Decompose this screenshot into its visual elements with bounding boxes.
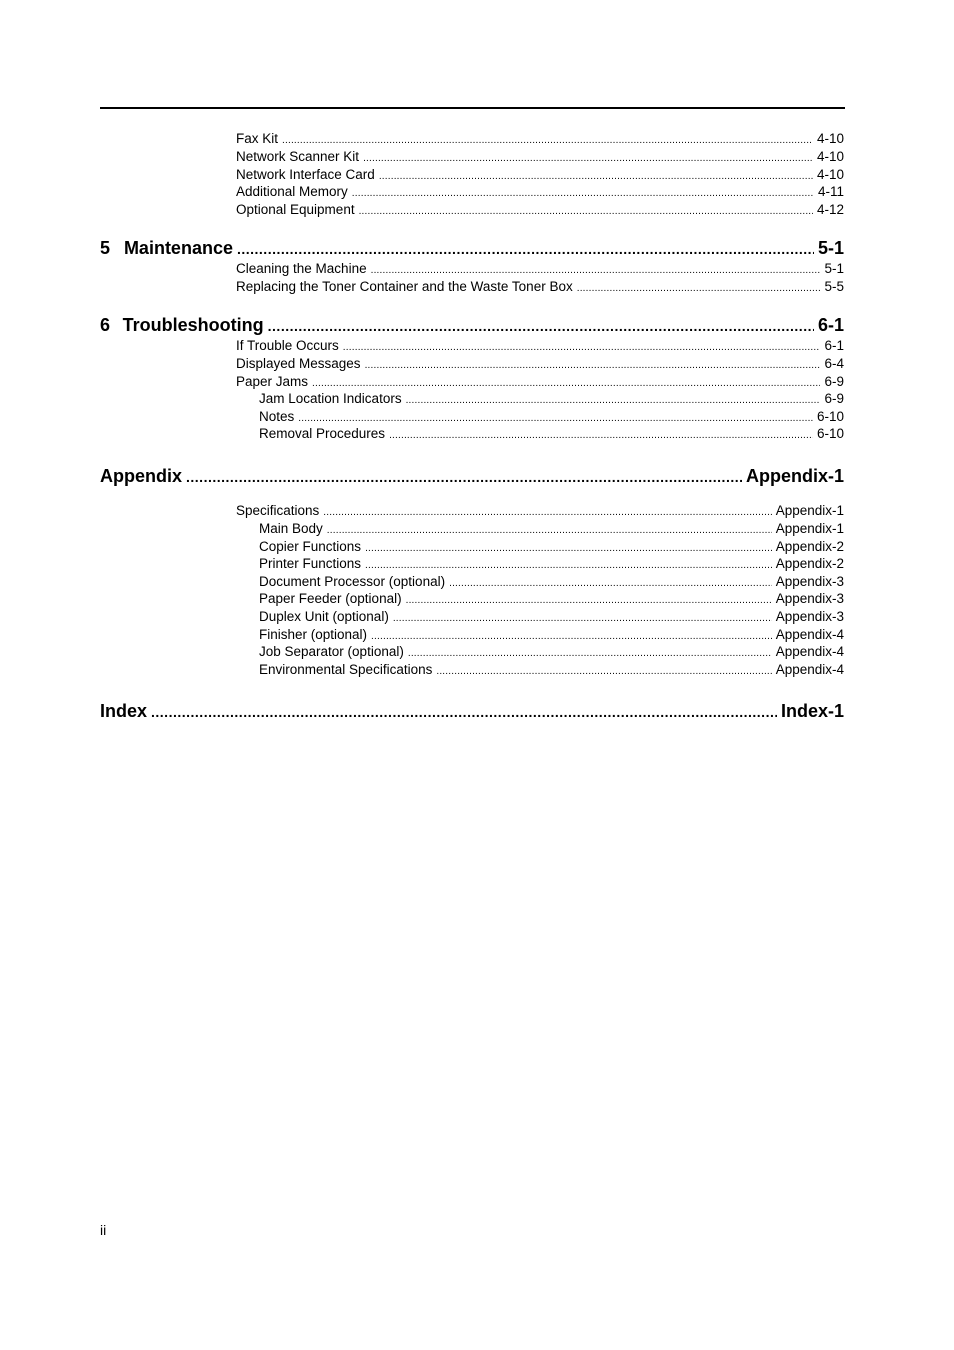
toc-leader-dots xyxy=(298,413,813,424)
toc-entry-title: Notes xyxy=(259,409,295,424)
toc-leader-dots xyxy=(449,578,772,589)
toc-leader-dots xyxy=(577,283,821,294)
toc-entry[interactable] xyxy=(236,167,844,184)
toc-entry-page: Appendix-3 xyxy=(775,609,844,624)
toc-leader-dots xyxy=(379,171,813,182)
toc-subentry[interactable] xyxy=(259,539,844,556)
toc-entry-page: 4-10 xyxy=(816,131,844,146)
toc-leader-dots xyxy=(408,648,772,659)
toc-entry[interactable] xyxy=(236,149,844,166)
toc-entry-page: 5-1 xyxy=(824,261,844,276)
toc-subentry[interactable] xyxy=(259,662,844,679)
toc-leader-dots xyxy=(363,153,813,164)
toc-entry-page: 6-4 xyxy=(824,356,844,371)
toc-entry-title: Environmental Specifications xyxy=(259,662,433,677)
chapter-title: Maintenance xyxy=(123,238,233,258)
toc-leader-dots xyxy=(186,469,742,485)
toc-leader-dots xyxy=(282,135,813,146)
toc-entry-page: 6-1 xyxy=(824,338,844,353)
chapter-page: Index-1 xyxy=(780,701,844,721)
toc-entry-page: Appendix-2 xyxy=(775,556,844,571)
toc-leader-dots xyxy=(352,188,814,199)
toc-chapter-6[interactable] xyxy=(100,315,844,339)
toc-entry-page: Appendix-4 xyxy=(775,627,844,642)
toc-leader-dots xyxy=(359,206,813,217)
toc-entry-page: 4-10 xyxy=(816,167,844,182)
toc-leader-dots xyxy=(393,613,772,624)
toc-entry-page: Appendix-2 xyxy=(775,539,844,554)
toc-entry-page: 4-11 xyxy=(817,184,844,199)
toc-entry-title: Optional Equipment xyxy=(236,202,355,217)
toc-entry[interactable] xyxy=(236,184,844,201)
toc-entry-title: Fax Kit xyxy=(236,131,279,146)
toc-subentry[interactable] xyxy=(259,591,844,608)
chapter-number: 5 xyxy=(100,238,111,258)
toc-entry-title: Paper Feeder (optional) xyxy=(259,591,402,606)
toc-leader-dots xyxy=(151,704,777,720)
toc-entry-title: Copier Functions xyxy=(259,539,362,554)
toc-subentry[interactable] xyxy=(259,556,844,573)
toc-entry[interactable] xyxy=(236,279,844,296)
chapter-number: 6 xyxy=(100,315,111,335)
toc-entry-title: Cleaning the Machine xyxy=(236,261,367,276)
toc-leader-dots xyxy=(371,265,821,276)
toc-entry-title: Jam Location Indicators xyxy=(259,391,402,406)
toc-subentry[interactable] xyxy=(259,409,844,426)
toc-entry[interactable] xyxy=(236,131,844,148)
toc-entry-title: Specifications xyxy=(236,503,320,518)
toc-entry-title: Finisher (optional) xyxy=(259,627,368,642)
toc-leader-dots xyxy=(327,525,772,536)
chapter-page: Appendix-1 xyxy=(745,466,844,486)
toc-entry-page: 4-10 xyxy=(816,149,844,164)
toc-entry-page: Appendix-3 xyxy=(775,591,844,606)
chapter-title: Appendix xyxy=(100,466,183,486)
toc-leader-dots xyxy=(343,342,821,353)
toc-entry-title: Network Scanner Kit xyxy=(236,149,360,164)
toc-leader-dots xyxy=(365,360,821,371)
toc-subentry[interactable] xyxy=(259,644,844,661)
toc-leader-dots xyxy=(365,543,772,554)
toc-entry-title: Removal Procedures xyxy=(259,426,386,441)
toc-entry-page: 6-10 xyxy=(816,409,844,424)
toc-appendix[interactable] xyxy=(100,466,844,490)
toc-leader-dots xyxy=(312,378,820,389)
toc-entry-title: Displayed Messages xyxy=(236,356,361,371)
toc-entry-title: Network Interface Card xyxy=(236,167,375,182)
toc-leader-dots xyxy=(323,507,771,518)
toc-leader-dots xyxy=(371,631,772,642)
toc-entry-page: 4-12 xyxy=(816,202,844,217)
toc-entry[interactable] xyxy=(236,338,844,355)
toc-leader-dots xyxy=(237,241,814,257)
toc-entry-page: Appendix-1 xyxy=(775,521,844,536)
toc-entry-title: Job Separator (optional) xyxy=(259,644,404,659)
toc-leader-dots xyxy=(406,395,821,406)
toc-entry-page: Appendix-1 xyxy=(775,503,844,518)
toc-subentry[interactable] xyxy=(259,574,844,591)
toc-entry-page: 5-5 xyxy=(824,279,844,294)
toc-entry-title: If Trouble Occurs xyxy=(236,338,339,353)
toc-leader-dots xyxy=(365,560,772,571)
toc-entry-title: Additional Memory xyxy=(236,184,348,199)
toc-entry-page: Appendix-4 xyxy=(775,662,844,677)
toc-entry-title: Replacing the Toner Container and the Waste Toner Box xyxy=(236,279,573,294)
toc-subentry[interactable] xyxy=(259,426,844,443)
toc-leader-dots xyxy=(268,318,814,334)
toc-entry-title: Printer Functions xyxy=(259,556,362,571)
toc-subentry[interactable] xyxy=(259,609,844,626)
toc-entry-title: Main Body xyxy=(259,521,323,536)
toc-entry-page: Appendix-3 xyxy=(775,574,844,589)
toc-entry-page: Appendix-4 xyxy=(775,644,844,659)
toc-leader-dots xyxy=(406,595,772,606)
chapter-title: Index xyxy=(100,701,148,721)
chapter-page: 5-1 xyxy=(817,238,844,258)
toc-entry[interactable] xyxy=(236,261,844,278)
toc-entry-page: 6-9 xyxy=(824,391,844,406)
header-rule xyxy=(100,107,845,109)
toc-leader-dots xyxy=(389,430,813,441)
toc-leader-dots xyxy=(436,666,771,677)
toc-entry-page: 6-10 xyxy=(816,426,844,441)
toc-entry-page: 6-9 xyxy=(824,374,844,389)
chapter-title: Troubleshooting xyxy=(122,315,264,335)
toc-subentry[interactable] xyxy=(259,627,844,644)
toc-entry[interactable] xyxy=(236,374,844,391)
toc-subentry[interactable] xyxy=(259,391,844,408)
toc-entry-title: Document Processor (optional) xyxy=(259,574,446,589)
toc-index[interactable] xyxy=(100,701,844,725)
toc-entry[interactable] xyxy=(236,503,844,520)
page-number: ii xyxy=(100,1222,107,1238)
toc-subentry[interactable] xyxy=(259,521,844,538)
toc-entry-title: Paper Jams xyxy=(236,374,309,389)
toc-entry[interactable] xyxy=(236,356,844,373)
toc-entry[interactable] xyxy=(236,202,844,219)
toc-entry-title: Duplex Unit (optional) xyxy=(259,609,389,624)
chapter-page: 6-1 xyxy=(817,315,844,335)
toc-chapter-5[interactable] xyxy=(100,238,844,262)
